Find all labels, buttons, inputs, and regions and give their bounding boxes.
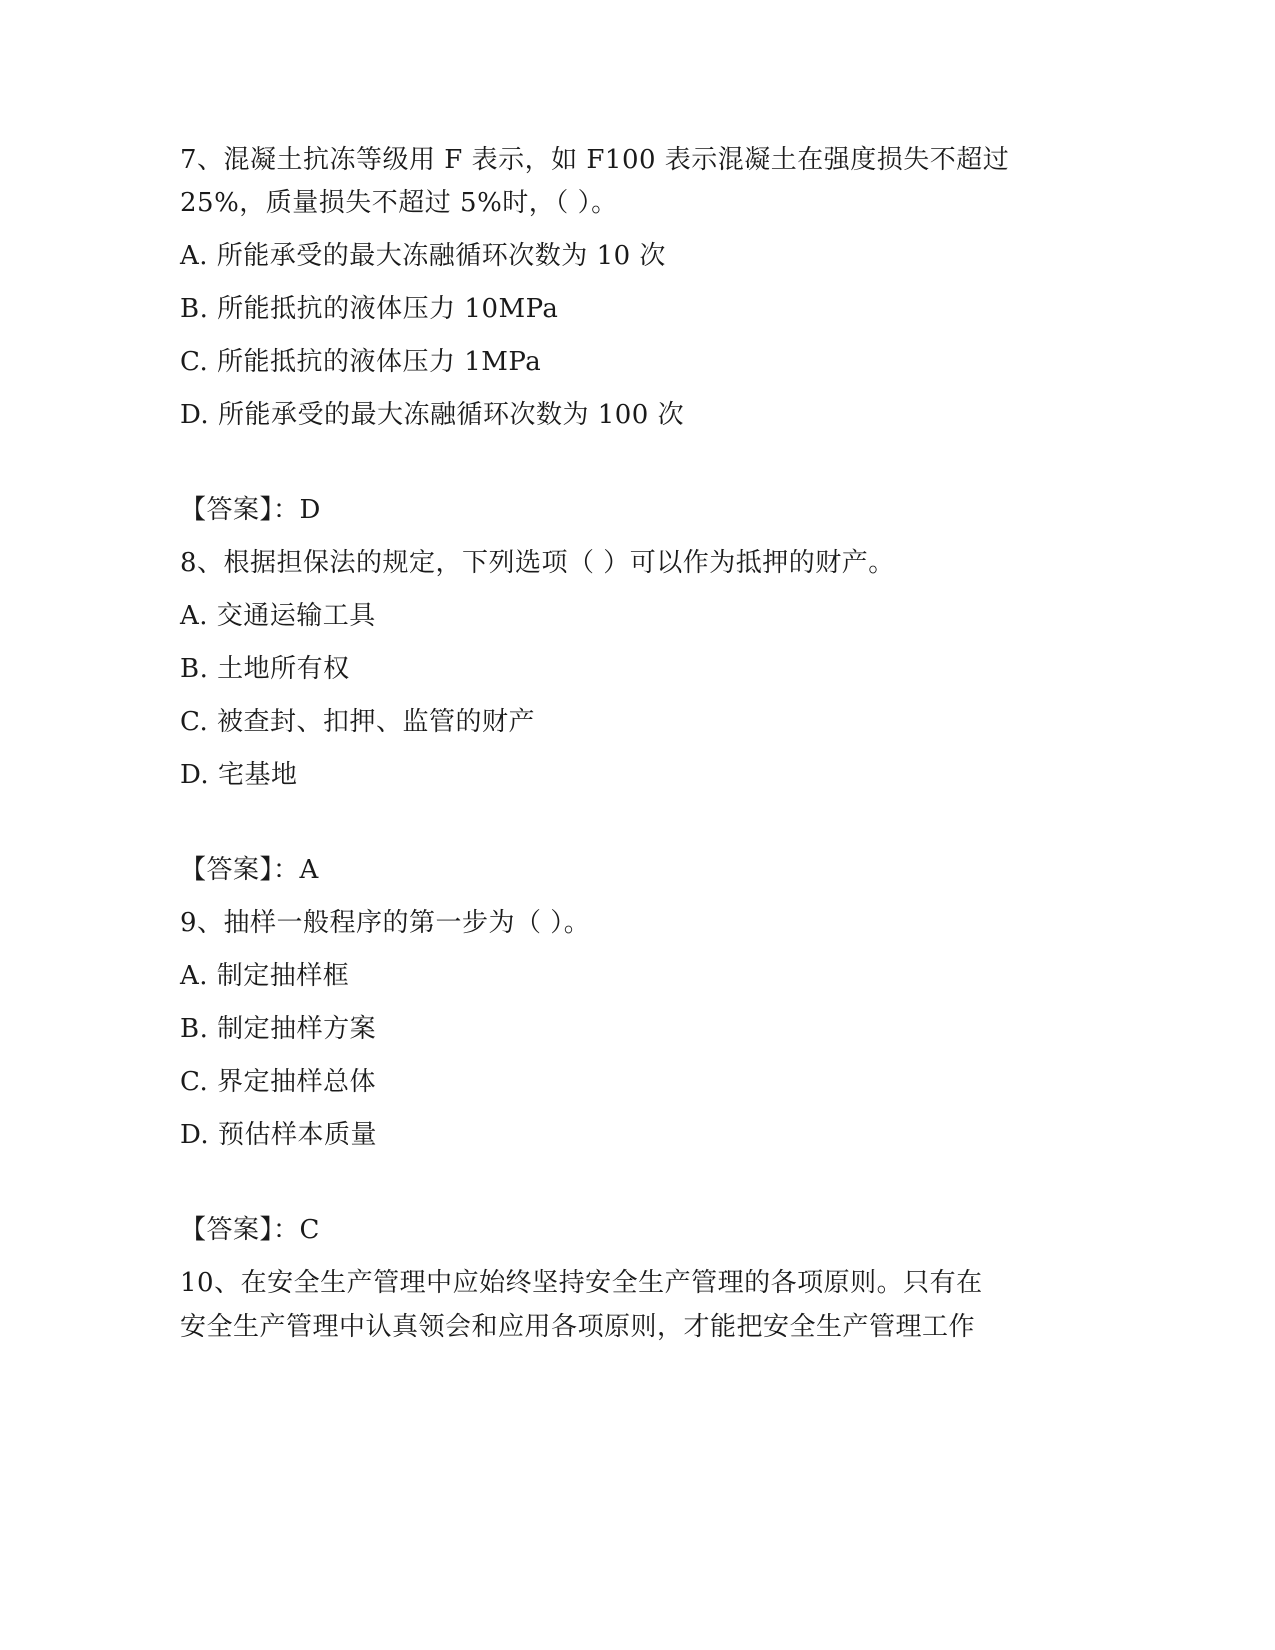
question-9-option-b: B. 制定抽样方案 <box>180 1014 377 1044</box>
question-8-stem: 8、根据担保法的规定，下列选项（ ）可以作为抵押的财产。 <box>180 548 895 578</box>
question-9-option-a: A. 制定抽样框 <box>180 961 350 991</box>
question-9-option-d: D. 预估样本质量 <box>180 1120 377 1150</box>
question-8-option-c: C. 被查封、扣押、监管的财产 <box>180 707 535 737</box>
question-8-option-a: A. 交通运输工具 <box>180 601 376 631</box>
question-7-option-a: A. 所能承受的最大冻融循环次数为 10 次 <box>180 241 666 271</box>
question-7-stem-line-1: 7、混凝土抗冻等级用 F 表示，如 F100 表示混凝土在强度损失不超过 <box>180 145 1010 175</box>
question-7-option-d: D. 所能承受的最大冻融循环次数为 100 次 <box>180 400 685 430</box>
question-7-stem-line-2: 25%，质量损失不超过 5%时，（ ）。 <box>180 188 618 218</box>
question-8-option-d: D. 宅基地 <box>180 760 298 790</box>
question-7-option-c: C. 所能抵抗的液体压力 1MPa <box>180 347 542 377</box>
question-7-option-b: B. 所能抵抗的液体压力 10MPa <box>180 294 559 324</box>
question-10-stem-line-1: 10、在安全生产管理中应始终坚持安全生产管理的各项原则。只有在 <box>180 1268 983 1298</box>
question-9-stem: 9、抽样一般程序的第一步为（ ）。 <box>180 908 591 938</box>
question-9-option-c: C. 界定抽样总体 <box>180 1067 376 1097</box>
question-8-answer: 【答案】：A <box>180 855 319 885</box>
question-7-answer: 【答案】：D <box>180 495 321 525</box>
question-10-stem-line-2: 安全生产管理中认真领会和应用各项原则，才能把安全生产管理工作 <box>180 1312 976 1342</box>
question-8-option-b: B. 土地所有权 <box>180 654 350 684</box>
question-9-answer: 【答案】：C <box>180 1215 320 1245</box>
